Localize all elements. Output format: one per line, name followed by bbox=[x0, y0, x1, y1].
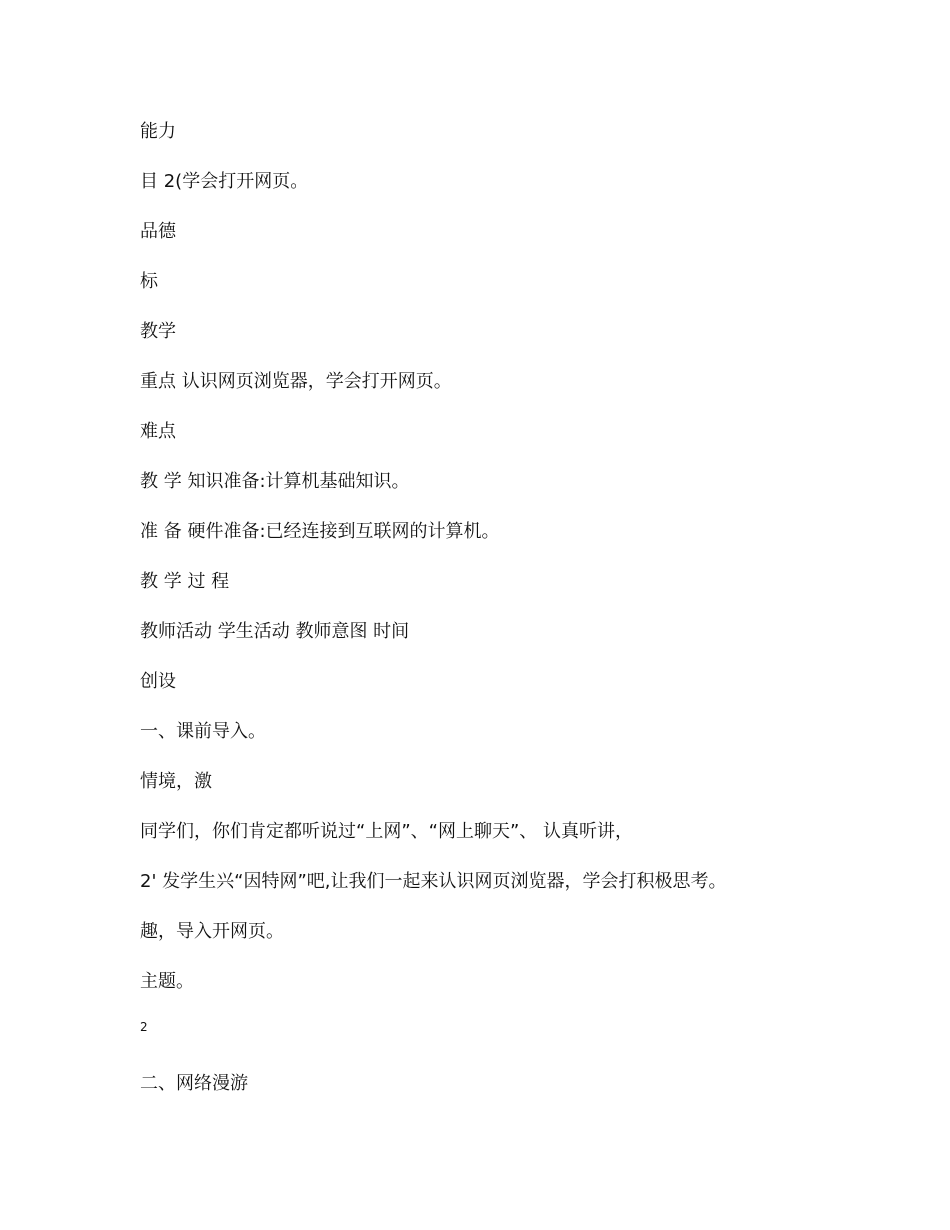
text-line: 2' 发学生兴“因特网”吧,让我们一起来认识网页浏览器，学会打积极思考。 bbox=[140, 871, 727, 892]
document-body bbox=[140, 117, 820, 1119]
text-line: 教师活动 学生活动 教师意图 时间 bbox=[140, 621, 410, 642]
text-line: 趣，导入开网页。 bbox=[140, 921, 284, 942]
text-line: 能力 bbox=[140, 121, 176, 142]
text-line: 教 学 知识准备:计算机基础知识。 bbox=[140, 471, 410, 492]
section-heading: 二、网络漫游 bbox=[140, 1073, 248, 1094]
page-number: 2 bbox=[140, 1020, 148, 1034]
text-line: 品德 bbox=[140, 221, 176, 242]
text-line: 标 bbox=[140, 271, 158, 292]
text-line: 目 2(学会打开网页。 bbox=[140, 171, 309, 192]
text-line: 情境，激 bbox=[140, 771, 212, 792]
text-line: 同学们，你们肯定都听说过“上网”、“网上聊天”、 认真听讲， bbox=[140, 821, 634, 842]
text-line: 创设 bbox=[140, 671, 176, 692]
text-line: 教 学 过 程 bbox=[140, 571, 230, 592]
text-line: 主题。 bbox=[140, 971, 194, 992]
text-line: 重点 认识网页浏览器，学会打开网页。 bbox=[140, 371, 452, 392]
text-line: 教学 bbox=[140, 321, 176, 342]
text-line: 一、课前导入。 bbox=[140, 721, 266, 742]
text-line: 准 备 硬件准备:已经连接到互联网的计算机。 bbox=[140, 521, 500, 542]
text-line: 难点 bbox=[140, 421, 176, 442]
